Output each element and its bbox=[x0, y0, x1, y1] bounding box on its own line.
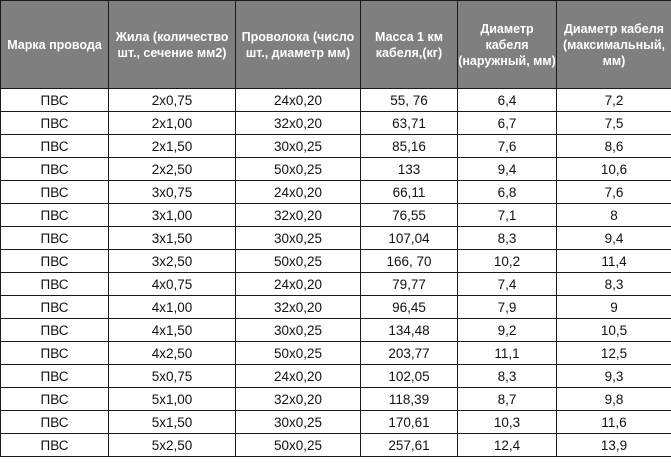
cell-wire-brand: ПВС bbox=[1, 296, 109, 319]
cell-wire-brand: ПВС bbox=[1, 204, 109, 227]
cell-outer-diameter: 8,3 bbox=[458, 365, 557, 388]
cell-outer-diameter: 7,6 bbox=[458, 135, 557, 158]
cell-strand: 50х0,25 bbox=[236, 250, 361, 273]
cell-mass-per-km: 63,71 bbox=[361, 112, 458, 135]
cell-strand: 32х0,20 bbox=[236, 388, 361, 411]
cell-max-diameter: 7,5 bbox=[557, 112, 671, 135]
cell-strand: 30х0,25 bbox=[236, 319, 361, 342]
cell-mass-per-km: 76,55 bbox=[361, 204, 458, 227]
cell-core: 3х1,00 bbox=[109, 204, 236, 227]
cell-strand: 30х0,25 bbox=[236, 227, 361, 250]
table-row bbox=[1, 388, 671, 411]
cell-mass-per-km: 79,77 bbox=[361, 273, 458, 296]
cell-strand: 32х0,20 bbox=[236, 112, 361, 135]
cell-core: 4х2,50 bbox=[109, 342, 236, 365]
cell-core: 5х1,50 bbox=[109, 411, 236, 434]
cell-max-diameter: 11,4 bbox=[557, 250, 671, 273]
cell-wire-brand: ПВС bbox=[1, 227, 109, 250]
cell-core: 3х1,50 bbox=[109, 227, 236, 250]
cell-core: 5х1,00 bbox=[109, 388, 236, 411]
header-mass-per-km: Масса 1 км кабеля,(кг) bbox=[361, 1, 458, 89]
table-row bbox=[1, 434, 671, 457]
cell-mass-per-km: 55, 76 bbox=[361, 89, 458, 112]
table-row bbox=[1, 411, 671, 434]
cell-mass-per-km: 257,61 bbox=[361, 434, 458, 457]
cell-max-diameter: 11,6 bbox=[557, 411, 671, 434]
table-header bbox=[1, 1, 671, 89]
cell-outer-diameter: 10,2 bbox=[458, 250, 557, 273]
cell-mass-per-km: 170,61 bbox=[361, 411, 458, 434]
cell-max-diameter: 9 bbox=[557, 296, 671, 319]
table-row bbox=[1, 319, 671, 342]
cell-strand: 50х0,25 bbox=[236, 342, 361, 365]
cell-mass-per-km: 166, 70 bbox=[361, 250, 458, 273]
cell-mass-per-km: 85,16 bbox=[361, 135, 458, 158]
cell-max-diameter: 9,3 bbox=[557, 365, 671, 388]
cell-max-diameter: 10,6 bbox=[557, 158, 671, 181]
table-row bbox=[1, 227, 671, 250]
cell-wire-brand: ПВС bbox=[1, 388, 109, 411]
cell-strand: 30х0,25 bbox=[236, 411, 361, 434]
cell-mass-per-km: 134,48 bbox=[361, 319, 458, 342]
cell-core: 2х1,00 bbox=[109, 112, 236, 135]
cell-outer-diameter: 9,4 bbox=[458, 158, 557, 181]
cell-core: 5х0,75 bbox=[109, 365, 236, 388]
cell-mass-per-km: 118,39 bbox=[361, 388, 458, 411]
header-wire-brand: Марка провода bbox=[1, 1, 109, 89]
cell-strand: 30х0,25 bbox=[236, 135, 361, 158]
header-max-diameter: Диаметр кабеля (максимальный, мм) bbox=[557, 1, 671, 89]
table-row bbox=[1, 204, 671, 227]
cell-strand: 50х0,25 bbox=[236, 434, 361, 457]
table-row bbox=[1, 365, 671, 388]
cell-wire-brand: ПВС bbox=[1, 250, 109, 273]
header-strand: Проволока (число шт., диаметр мм) bbox=[236, 1, 361, 89]
table-row bbox=[1, 89, 671, 112]
cell-core: 5х2,50 bbox=[109, 434, 236, 457]
cell-wire-brand: ПВС bbox=[1, 319, 109, 342]
cell-wire-brand: ПВС bbox=[1, 365, 109, 388]
cell-mass-per-km: 102,05 bbox=[361, 365, 458, 388]
cell-mass-per-km: 96,45 bbox=[361, 296, 458, 319]
cell-wire-brand: ПВС bbox=[1, 273, 109, 296]
cell-outer-diameter: 7,4 bbox=[458, 273, 557, 296]
cell-wire-brand: ПВС bbox=[1, 135, 109, 158]
cell-core: 2х0,75 bbox=[109, 89, 236, 112]
cell-mass-per-km: 203,77 bbox=[361, 342, 458, 365]
cell-max-diameter: 8 bbox=[557, 204, 671, 227]
cell-strand: 32х0,20 bbox=[236, 204, 361, 227]
cell-max-diameter: 9,4 bbox=[557, 227, 671, 250]
table-row bbox=[1, 296, 671, 319]
cell-outer-diameter: 6,4 bbox=[458, 89, 557, 112]
cell-core: 2х1,50 bbox=[109, 135, 236, 158]
cell-outer-diameter: 8,7 bbox=[458, 388, 557, 411]
cell-max-diameter: 8,6 bbox=[557, 135, 671, 158]
cell-mass-per-km: 133 bbox=[361, 158, 458, 181]
cell-outer-diameter: 6,8 bbox=[458, 181, 557, 204]
cell-strand: 24х0,20 bbox=[236, 181, 361, 204]
cell-max-diameter: 13,9 bbox=[557, 434, 671, 457]
cell-max-diameter: 8,3 bbox=[557, 273, 671, 296]
table-row bbox=[1, 158, 671, 181]
table-row bbox=[1, 250, 671, 273]
cell-outer-diameter: 9,2 bbox=[458, 319, 557, 342]
cell-core: 3х0,75 bbox=[109, 181, 236, 204]
table-row bbox=[1, 112, 671, 135]
cell-max-diameter: 7,6 bbox=[557, 181, 671, 204]
cell-wire-brand: ПВС bbox=[1, 158, 109, 181]
cell-strand: 24х0,20 bbox=[236, 365, 361, 388]
table-row bbox=[1, 273, 671, 296]
cell-core: 4х1,00 bbox=[109, 296, 236, 319]
cell-core: 3х2,50 bbox=[109, 250, 236, 273]
cell-outer-diameter: 7,1 bbox=[458, 204, 557, 227]
cell-outer-diameter: 12,4 bbox=[458, 434, 557, 457]
cell-max-diameter: 9,8 bbox=[557, 388, 671, 411]
cell-core: 4х0,75 bbox=[109, 273, 236, 296]
cell-max-diameter: 7,2 bbox=[557, 89, 671, 112]
cell-max-diameter: 12,5 bbox=[557, 342, 671, 365]
cell-mass-per-km: 107,04 bbox=[361, 227, 458, 250]
header-row bbox=[1, 1, 671, 89]
table-row bbox=[1, 135, 671, 158]
cell-outer-diameter: 7,9 bbox=[458, 296, 557, 319]
cell-outer-diameter: 6,7 bbox=[458, 112, 557, 135]
table-body bbox=[1, 89, 671, 457]
cell-strand: 24х0,20 bbox=[236, 273, 361, 296]
cell-mass-per-km: 66,11 bbox=[361, 181, 458, 204]
cell-core: 4х1,50 bbox=[109, 319, 236, 342]
header-outer-diameter: Диаметр кабеля (наружный, мм) bbox=[458, 1, 557, 89]
cell-wire-brand: ПВС bbox=[1, 112, 109, 135]
cell-strand: 32х0,20 bbox=[236, 296, 361, 319]
cell-outer-diameter: 11,1 bbox=[458, 342, 557, 365]
table-row bbox=[1, 342, 671, 365]
cell-outer-diameter: 10,3 bbox=[458, 411, 557, 434]
cell-core: 2х2,50 bbox=[109, 158, 236, 181]
cell-strand: 50х0,25 bbox=[236, 158, 361, 181]
cell-outer-diameter: 8,3 bbox=[458, 227, 557, 250]
header-core: Жила (количество шт., сечение мм2) bbox=[109, 1, 236, 89]
cell-wire-brand: ПВС bbox=[1, 411, 109, 434]
cell-wire-brand: ПВС bbox=[1, 181, 109, 204]
cell-wire-brand: ПВС bbox=[1, 342, 109, 365]
cell-wire-brand: ПВС bbox=[1, 89, 109, 112]
cell-strand: 24х0,20 bbox=[236, 89, 361, 112]
table-row bbox=[1, 181, 671, 204]
cell-max-diameter: 10,5 bbox=[557, 319, 671, 342]
cell-wire-brand: ПВС bbox=[1, 434, 109, 457]
